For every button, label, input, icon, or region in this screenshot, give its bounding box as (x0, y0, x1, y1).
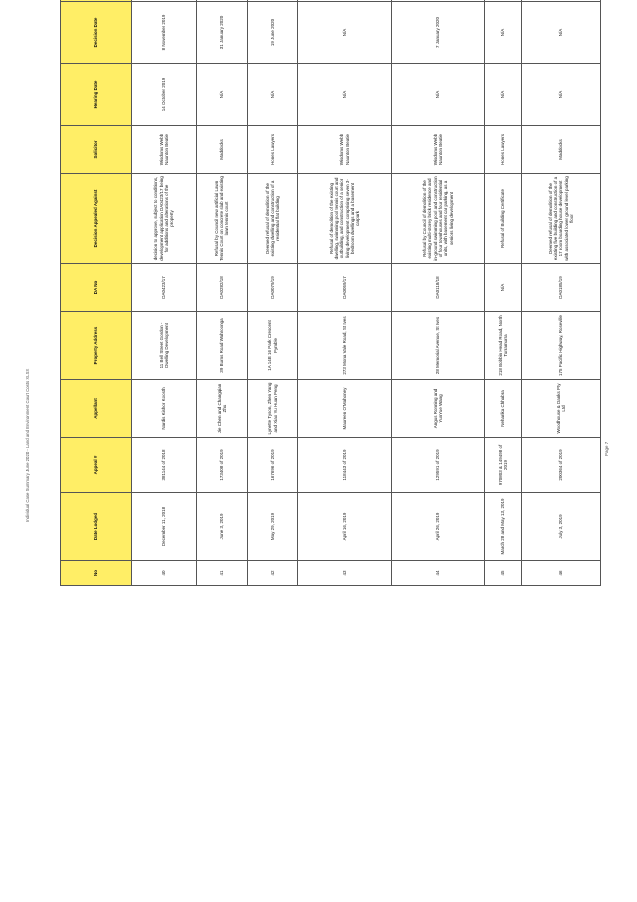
col-decision-appealed: Decision Appealed Against (61, 174, 132, 264)
cell-da-no: DA0423/17 (132, 264, 197, 312)
cell-date-lodged: May 29, 2019 (247, 493, 298, 561)
cell-decision-appealed: Refusal of demolition of the existing dwelling, swimming pool tennis court and outbuilding, and construction of a senior living development comprising seven 3-bedroom dwellings and a basement carpark (298, 174, 391, 264)
cell-date-lodged: April 26, 2019 (391, 493, 484, 561)
cell-appellant: Lynette Tyson, Zhen Yang and Xiao Yu Huan Peng (247, 380, 298, 438)
cell-solicitor: Maddocks (521, 126, 600, 174)
cell-solicitor: Hones Lawyers (247, 126, 298, 174)
table-row (196, 0, 247, 586)
col-date-lodged: Date Lodged (61, 493, 132, 561)
cell-date-lodged: December 11, 2018 (132, 493, 197, 561)
cell-date-lodged: June 3, 2019 (196, 493, 247, 561)
cell-appeal-number: 167696 of 2019 (247, 438, 298, 493)
cell-decision-appealed: Refusal by Council new artificial Lawn Tennis Court on concrete slab and existing lawn tennis court (196, 174, 247, 264)
cell-commissioner (298, 0, 391, 2)
cell-property-address: 273 Mona Vale Road, St Ives (298, 312, 391, 380)
cell-no: 40 (132, 561, 197, 586)
col-solicitor: Solicitor (61, 126, 132, 174)
table-row (521, 0, 600, 586)
cell-hearing-date: N/A (485, 64, 522, 126)
cell-appellant: Angus Ronning and YunYue Wang (391, 380, 484, 438)
cell-hearing-date: N/A (247, 64, 298, 126)
cell-appeal-number: 129591 of 2019 (391, 438, 484, 493)
cell-hearing-date: N/A (521, 64, 600, 126)
cell-no: 41 (196, 561, 247, 586)
cell-appellant: Jie Chen and Changqian Zhu (196, 380, 247, 438)
cell-commissioner (247, 0, 298, 2)
cell-property-address: 11 Bell Street Gordon - Dwelling Development (132, 312, 197, 380)
cell-da-no: N/A (485, 264, 522, 312)
cell-property-address: 28 Memorial Avenue, St Ives (391, 312, 484, 380)
cell-property-address: 218 Bobbin Head Road, North Turramurra (485, 312, 522, 380)
col-property-address: Property Address (61, 312, 132, 380)
cell-decision-appealed: Refusal by Council of demolition of the existing multi-storey brick residence and in-ground swimming pool and construction of four townhouses and four residential units, with basement car parking, as a seniors living development (391, 174, 484, 264)
cell-decision-date: N/A (521, 2, 600, 64)
cell-decision-appealed: Deemed refusal of demolition of the existing dwelling and construction of a residential flat building (247, 174, 298, 264)
col-da-no: DA No (61, 264, 132, 312)
table-row (391, 0, 484, 586)
cell-date-lodged: July 3, 2019 (521, 493, 600, 561)
cell-solicitor: Hones Lawyers (485, 126, 522, 174)
cell-da-no: DA0079/19 (247, 264, 298, 312)
cell-hearing-date: N/A (391, 64, 484, 126)
table-row (247, 0, 298, 586)
col-no: No (61, 561, 132, 586)
table-area (60, 14, 601, 857)
cell-commissioner (132, 0, 197, 2)
col-hearing-date: Hearing Date (61, 64, 132, 126)
cell-appeal-number: 118443 of 2019 (298, 438, 391, 493)
header-row (61, 0, 132, 586)
cell-decision-date: N/A (298, 2, 391, 64)
cell-decision-date: 7 January 2020 (391, 2, 484, 64)
cell-appellant: Maureen O'Mahoney (298, 380, 391, 438)
cell-hearing-date: 14 October 2019 (132, 64, 197, 126)
cell-appeal-number: 970803 & 149498 of 2019 (485, 438, 522, 493)
side-note: Individual Case Summary June 2020 - Land and Environment Court Costs XLSX (25, 368, 30, 522)
cell-appeal-number: 200364 of 2019 (521, 438, 600, 493)
cell-no: 45 (485, 561, 522, 586)
col-commissioner (61, 0, 132, 2)
cell-appeal-number: 173408 of 2019 (196, 438, 247, 493)
col-decision-date: Decision Date (61, 2, 132, 64)
cell-commissioner (391, 0, 484, 2)
cell-da-no: DA0118/18 (391, 264, 484, 312)
cell-appeal-number: 381144 of 2018 (132, 438, 197, 493)
cell-date-lodged: April 16, 2019 (298, 493, 391, 561)
cell-no: 42 (247, 561, 298, 586)
table-row (132, 0, 197, 586)
col-appellant: Appellant (61, 380, 132, 438)
cell-solicitor: Maddocks (196, 126, 247, 174)
cell-decision-date: 31 January 2020 (196, 2, 247, 64)
cell-decision-date: 19 June 2020 (247, 2, 298, 64)
cell-da-no: DA0059/17 (298, 264, 391, 312)
case-summary-table (60, 0, 601, 586)
cell-decision-appealed: Deemed refusal of demolition of the existing five building and construction of a 17 room boarding house development with associated lower ground level parking floor (521, 174, 600, 264)
cell-solicitor: Wisdoms Webb Naunton Beatie (132, 126, 197, 174)
table-row (485, 0, 522, 586)
cell-property-address: 39 Burns Road Wahroonga (196, 312, 247, 380)
cell-property-address: 1A 14B 16 Park Crescent Pymble (247, 312, 298, 380)
col-appeal-number: Appeal # (61, 438, 132, 493)
cell-no: 44 (391, 561, 484, 586)
page-number: Page 7 (604, 441, 609, 456)
cell-date-lodged: March 28 and May 13, 2019 (485, 493, 522, 561)
cell-appellant: Woodhouse & Danks Pty Ltd (521, 380, 600, 438)
cell-hearing-date: N/A (298, 64, 391, 126)
cell-property-address: 175 Pacific Highway, Roseville (521, 312, 600, 380)
cell-decision-appealed: decision to approve, subject to conditions, development application DA0423/17 being for additions and alterations of the property (132, 174, 197, 264)
cell-decision-date: 8 November 2019 (132, 2, 197, 64)
cell-decision-appealed: Refusal of Building Certificate (485, 174, 522, 264)
cell-commissioner (521, 0, 600, 2)
cell-no: 43 (298, 561, 391, 586)
cell-da-no: DA0185/19 (521, 264, 600, 312)
cell-solicitor: Wisdoms Webb Naunton Beatie (391, 126, 484, 174)
cell-no: 46 (521, 561, 600, 586)
cell-da-no: DA0282/18 (196, 264, 247, 312)
table-row (298, 0, 391, 586)
cell-hearing-date: N/A (196, 64, 247, 126)
cell-appellant: Neharika Chhabra (485, 380, 522, 438)
cell-decision-date: N/A (485, 2, 522, 64)
cell-commissioner (485, 0, 522, 2)
cell-solicitor: Wisdoms Webb Naunton Beatie (298, 126, 391, 174)
cell-commissioner (196, 0, 247, 2)
cell-appellant: Nardis Kishor Koosth (132, 380, 197, 438)
